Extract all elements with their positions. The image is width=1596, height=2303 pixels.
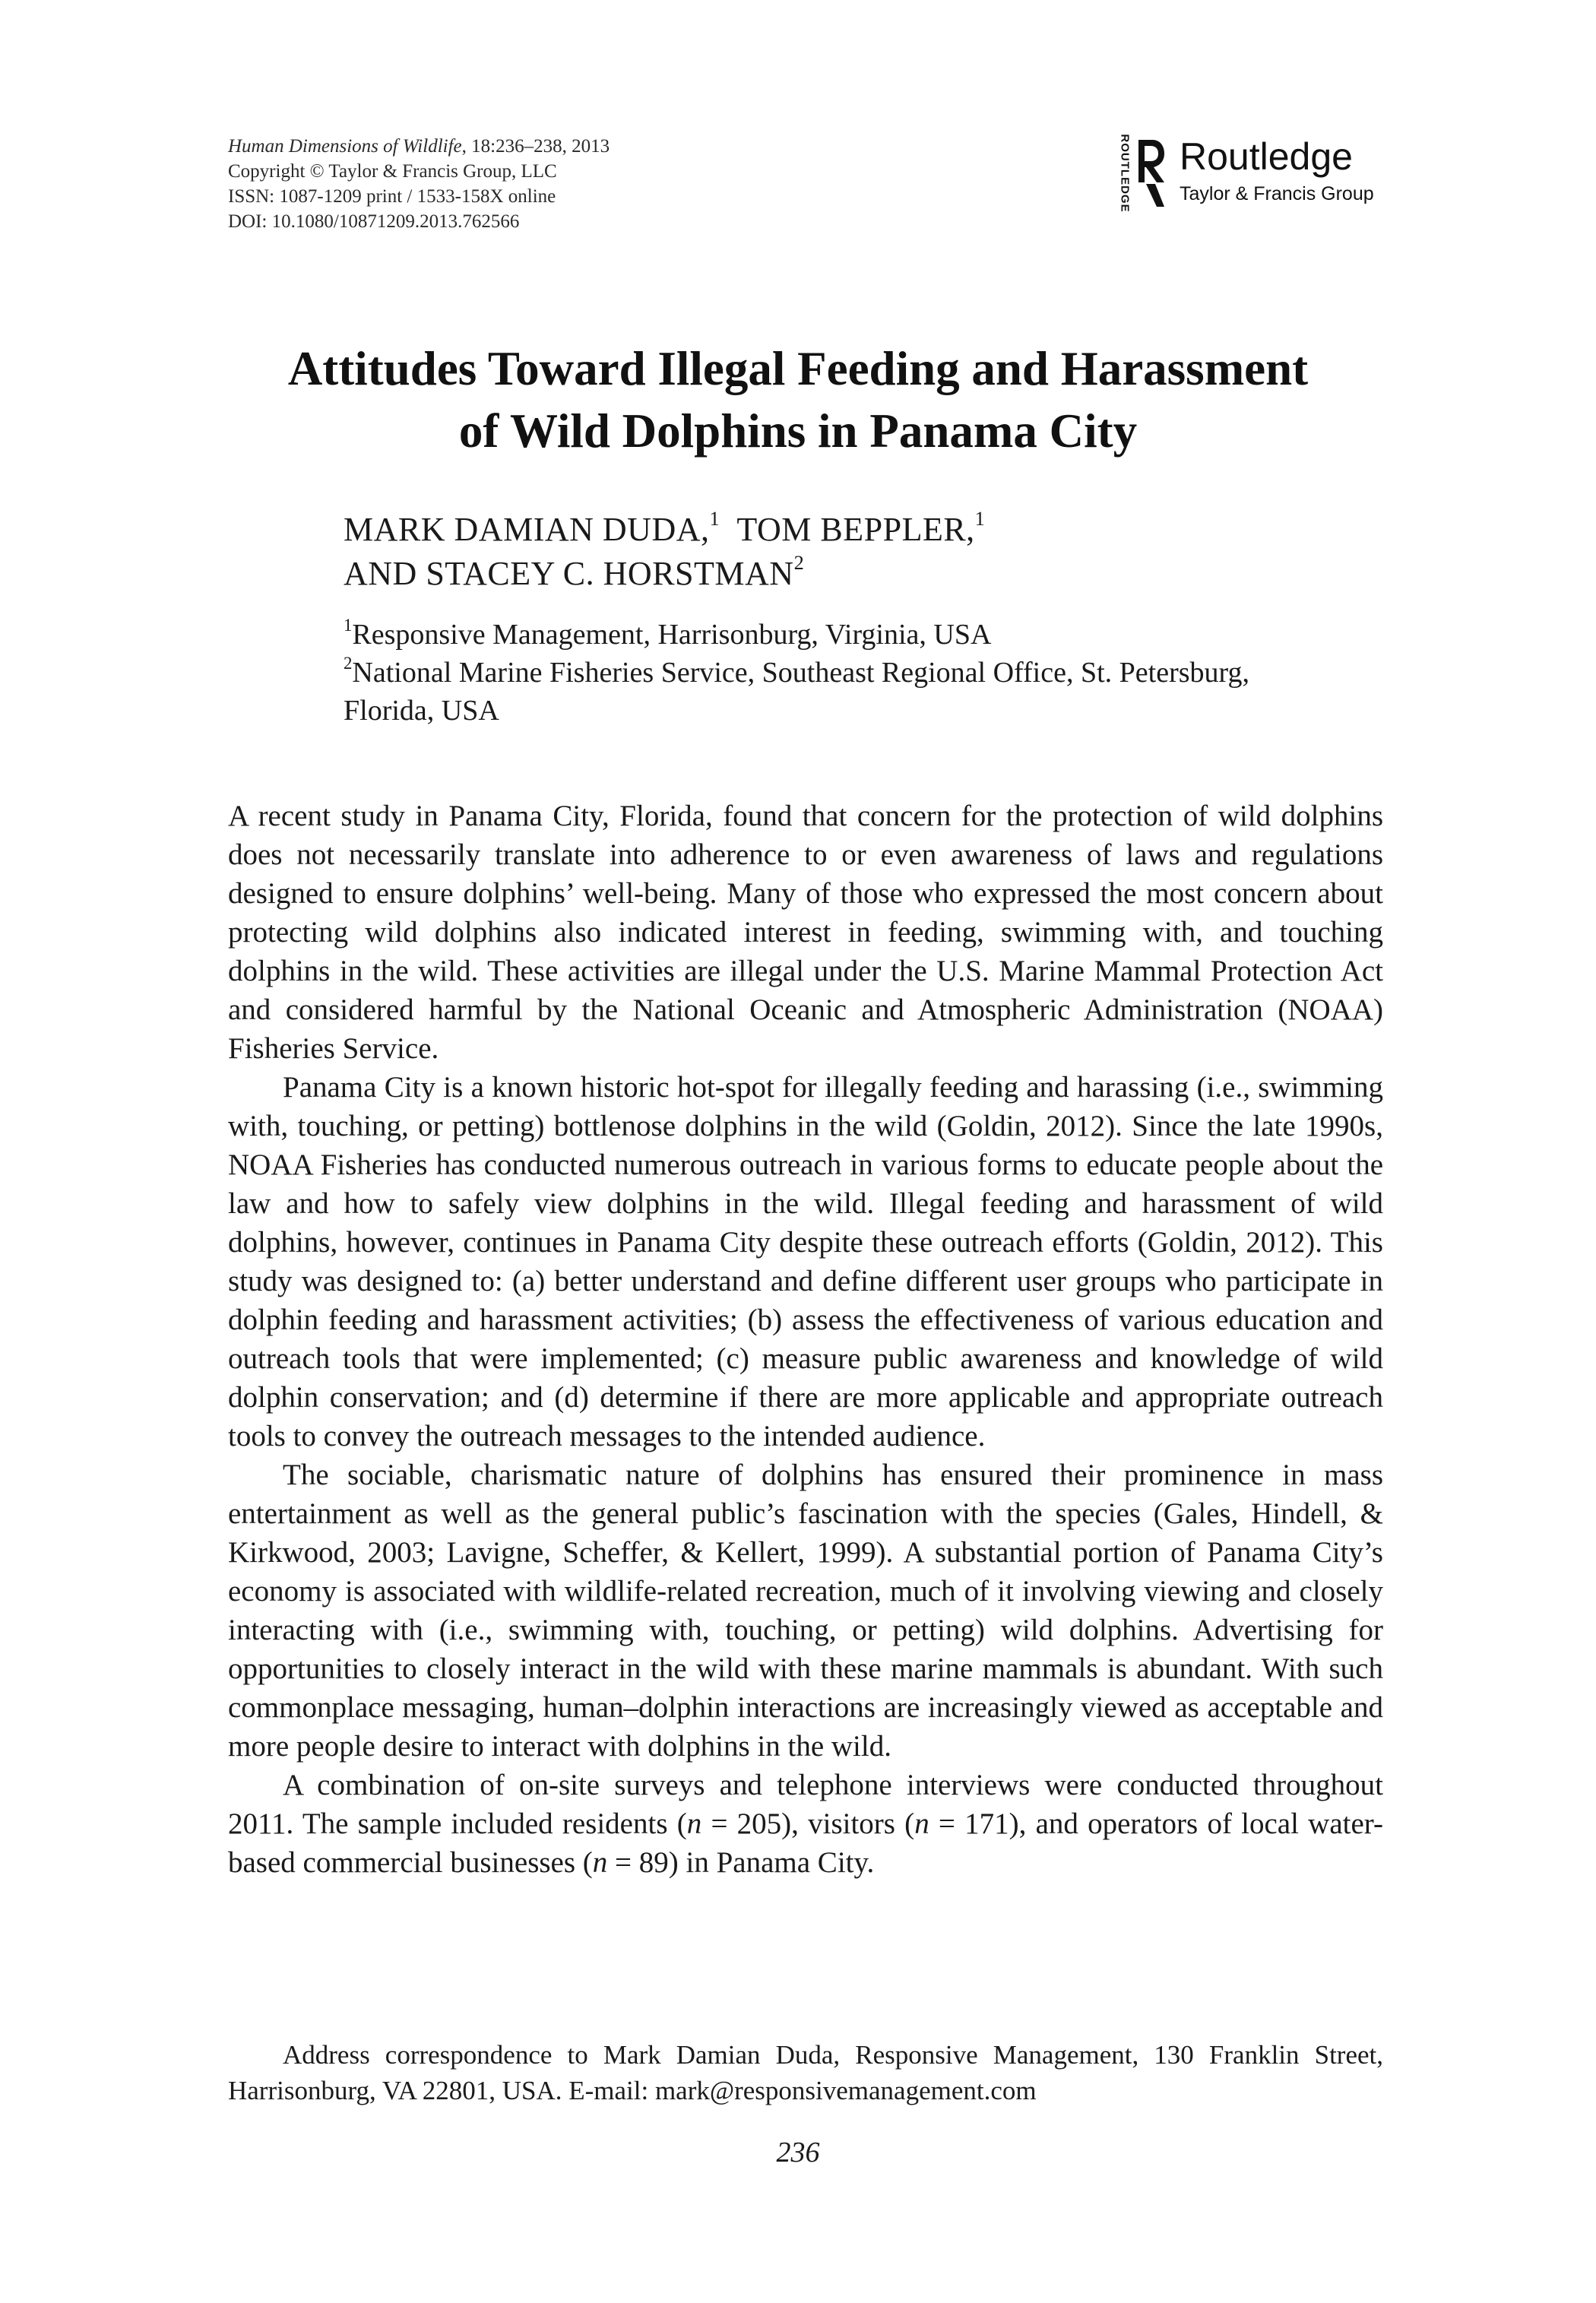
author-horstman-affil: 2	[793, 551, 805, 575]
author-beppler-affil: 1	[974, 507, 986, 531]
title-line-2: of Wild Dolphins in Panama City	[458, 404, 1138, 458]
author-duda-affil: 1	[709, 507, 720, 531]
logo-vertical-text: ROUTLEDGE	[1118, 134, 1132, 213]
journal-volume-pages: , 18:236–238, 2013	[461, 136, 610, 157]
author-line-2	[344, 552, 1408, 596]
logo-name: Routledge	[1180, 135, 1353, 178]
affiliation-2-cont: Florida, USA	[344, 695, 499, 727]
author-line-1	[344, 508, 1408, 552]
paragraph-3: The sociable, charismatic nature of dolphins has ensured their prominence in mass entertainment as well as the general public’s fascination with the species (Gales, Hindell, & Kirkwood, 2003; Lavigne, Scheffer, & Kellert, 1999). A substantial portion of Panama City’s economy is associated with wildlife-related recreation, much of it involving viewing and closely interacting with (i.e., swimming with, touching, or petting) wild dolphins. Advertising for opportunities to closely interact in the wild with these marine mammals is abundant. With such commonplace messaging, human–dolphin interactions are increasingly viewed as acceptable and more people desire to interact with dolphins in the wild.	[228, 1459, 1383, 1763]
routledge-r-icon	[1135, 137, 1166, 210]
author-list	[344, 508, 1408, 596]
affiliation-2: $^2$National Marine Fisheries Service, Southeast Regional Office, St. Petersburg,	[344, 653, 1249, 689]
affiliation-1: $^1$Responsive Management, Harrisonburg, Virginia, USA	[344, 615, 992, 651]
journal-name: Human Dimensions of Wildlife	[228, 136, 462, 157]
author-beppler: TOM BEPPLER,	[736, 511, 975, 548]
logo-subtitle: Taylor & Francis Group	[1180, 183, 1374, 204]
paragraph-4: A combination of on-site surveys and telephone interviews were conducted throughout 2011. The sample included residents (n = 205), visitors (n = 171), and operators of local water-based commercial businesses (n = 89) in Panama City.	[228, 1769, 1383, 1879]
issn-line: ISSN: 1087-1209 print / 1533-158X online	[228, 186, 556, 207]
copyright-line: Copyright © Taylor & Francis Group, LLC	[228, 161, 557, 182]
journal-citation	[228, 134, 912, 159]
article-body	[228, 797, 1383, 1882]
paragraph-2: Panama City is a known historic hot-spot for illegally feeding and harassing (i.e., swimming with, touching, or petting) bottlenose dolphins in the wild (Goldin, 2012). Since the late 1990s, NOAA Fisheries has conducted numerous outreach in various forms to educate people about the law and how to safely view dolphins in the wild. Illegal feeding and harassment of wild dolphins, however, continues in Panama City despite these outreach efforts (Goldin, 2012). This study was designed to: (a) better understand and define different user groups who participate in dolphin feeding and harassment activities; (b) assess the effectiveness of various education and outreach tools that were implemented; (c) measure public awareness and knowledge of wild dolphin conservation; and (d) determine if there are more applicable and appropriate outreach tools to convey the outreach messages to the intended audience.	[228, 1071, 1383, 1452]
publisher-logo	[1116, 134, 1389, 217]
doi-line: DOI: 10.1080/10871209.2013.762566	[228, 211, 520, 232]
author-horstman: AND STACEY C. HORSTMAN	[344, 555, 794, 592]
paragraph-1: A recent study in Panama City, Florida, found that concern for the protection of wild dolphins does not necessarily translate into adherence to or even awareness of laws and regulations designed to ensure dolphins’ well-being. Many of those who expressed the most concern about protecting wild dolphins also indicated interest in feeding, swimming with, and touching dolphins in the wild. These activities are illegal under the U.S. Marine Mammal Protection Act and considered harmful by the National Oceanic and Atmospheric Administration (NOAA) Fisheries Service.	[228, 800, 1383, 1065]
page-number: 236	[776, 2137, 820, 2168]
journal-metadata	[228, 134, 912, 234]
affiliations	[344, 616, 1377, 730]
author-duda: MARK DAMIAN DUDA,	[344, 511, 710, 548]
correspondence-footnote: Address correspondence to Mark Damian Duda, Responsive Management, 130 Franklin Street, Harrisonburg, VA 22801, USA. E-mail: mark@responsivemanagement.com	[228, 2040, 1383, 2105]
title-line-1: Attitudes Toward Illegal Feeding and Harassment	[287, 342, 1309, 395]
article-title	[190, 337, 1406, 462]
